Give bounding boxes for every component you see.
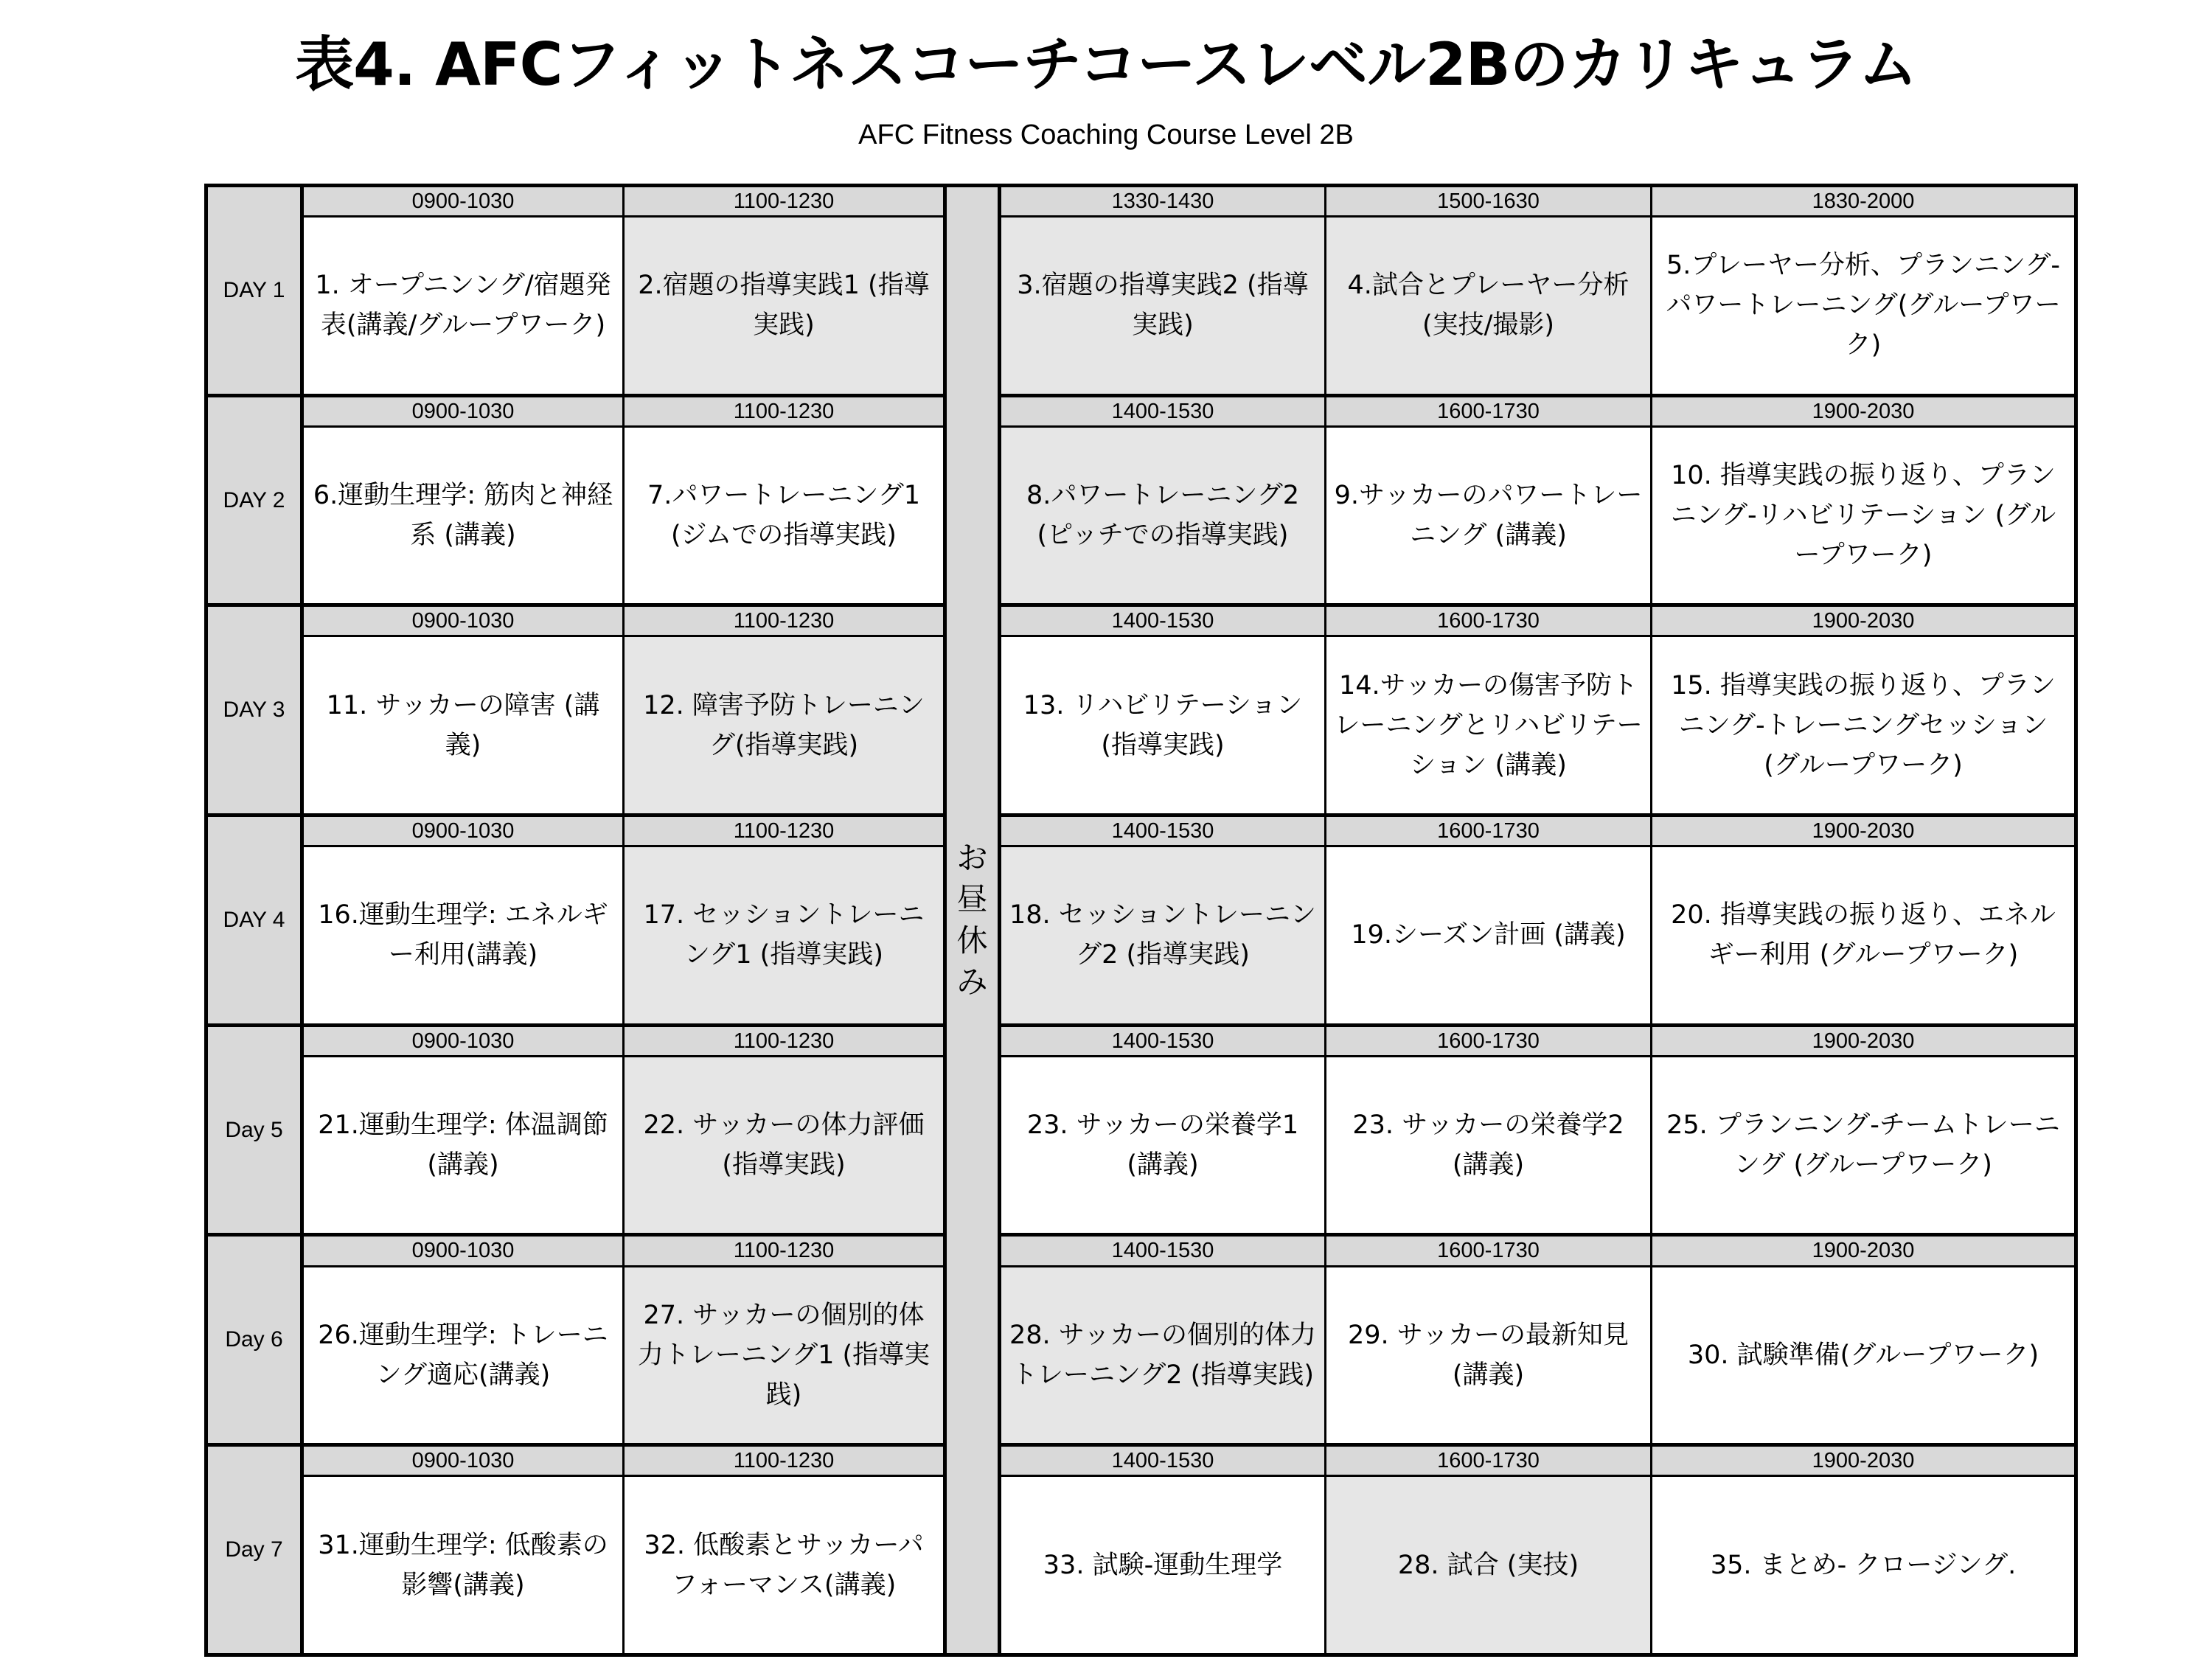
day-time-row xyxy=(206,1235,2076,1266)
session-cell: 30. 試験準備(グループワーク) xyxy=(1652,1266,2076,1445)
day-label: DAY 3 xyxy=(206,605,302,815)
session-cell: 33. 試験-運動生理学 xyxy=(1000,1476,1326,1655)
time-slot-header: 1100-1230 xyxy=(624,605,945,636)
day-label: DAY 4 xyxy=(206,815,302,1026)
session-cell: 6.運動生理学: 筋肉と神経系 (講義) xyxy=(302,426,624,605)
day-session-row xyxy=(206,217,2076,396)
session-cell: 32. 低酸素とサッカーパフォーマンス(講義) xyxy=(624,1476,945,1655)
session-cell: 20. 指導実践の振り返り、エネルギー利用 (グループワーク) xyxy=(1652,846,2076,1026)
time-slot-header: 1900-2030 xyxy=(1652,395,2076,426)
document-subtitle: AFC Fitness Coaching Course Level 2B xyxy=(858,119,1354,150)
time-slot-header: 0900-1030 xyxy=(302,815,624,846)
time-slot-header: 0900-1030 xyxy=(302,1025,624,1056)
time-slot-header: 1100-1230 xyxy=(624,186,945,217)
document-title: 表4. AFCフィットネスコーチコースレベル2Bのカリキュラム xyxy=(295,30,1917,99)
day-session-row xyxy=(206,1266,2076,1445)
session-cell: 35. まとめ- クロージング. xyxy=(1652,1476,2076,1655)
session-cell: 23. サッカーの栄養学1 (講義) xyxy=(1000,1056,1326,1235)
session-cell: 17. セッショントレーニング1 (指導実践) xyxy=(624,846,945,1026)
session-cell: 19.シーズン計画 (講義) xyxy=(1326,846,1652,1026)
time-slot-header: 0900-1030 xyxy=(302,395,624,426)
time-slot-header: 1100-1230 xyxy=(624,1025,945,1056)
session-cell: 1. オープニンング/宿題発表(講義/グループワーク) xyxy=(302,217,624,396)
session-cell: 28. サッカーの個別的体力トレーニング2 (指導実践) xyxy=(1000,1266,1326,1445)
session-cell: 27. サッカーの個別的体力トレーニング1 (指導実践) xyxy=(624,1266,945,1445)
time-slot-header: 1900-2030 xyxy=(1652,1235,2076,1266)
lunch-break-label: お昼休み xyxy=(956,840,988,1000)
time-slot-header: 1900-2030 xyxy=(1652,605,2076,636)
time-slot-header: 1600-1730 xyxy=(1326,815,1652,846)
time-slot-header: 0900-1030 xyxy=(302,186,624,217)
day-session-row xyxy=(206,636,2076,815)
session-cell: 14.サッカーの傷害予防トレーニングとリハビリテーション (講義) xyxy=(1326,636,1652,815)
time-slot-header: 1100-1230 xyxy=(624,1445,945,1476)
session-cell: 21.運動生理学: 体温調節(講義) xyxy=(302,1056,624,1235)
time-slot-header: 1600-1730 xyxy=(1326,1445,1652,1476)
day-label: Day 6 xyxy=(206,1235,302,1445)
day-label: DAY 1 xyxy=(206,186,302,396)
time-slot-header: 1900-2030 xyxy=(1652,1445,2076,1476)
session-cell: 15. 指導実践の振り返り、プランニング-トレーニングセッション (グループワーク) xyxy=(1652,636,2076,815)
time-slot-header: 1600-1730 xyxy=(1326,395,1652,426)
time-slot-header: 1330-1430 xyxy=(1000,186,1326,217)
time-slot-header: 1600-1730 xyxy=(1326,605,1652,636)
session-cell: 18. セッショントレーニング2 (指導実践) xyxy=(1000,846,1326,1026)
time-slot-header: 1400-1530 xyxy=(1000,1445,1326,1476)
day-time-row xyxy=(206,605,2076,636)
time-slot-header: 1400-1530 xyxy=(1000,1235,1326,1266)
time-slot-header: 1400-1530 xyxy=(1000,815,1326,846)
time-slot-header: 1100-1230 xyxy=(624,815,945,846)
day-time-row xyxy=(206,1025,2076,1056)
session-cell: 12. 障害予防トレーニング(指導実践) xyxy=(624,636,945,815)
session-cell: 13. リハビリテーション (指導実践) xyxy=(1000,636,1326,815)
day-time-row xyxy=(206,395,2076,426)
session-cell: 9.サッカーのパワートレーニング (講義) xyxy=(1326,426,1652,605)
session-cell: 25. プランニング-チームトレーニング (グループワーク) xyxy=(1652,1056,2076,1235)
time-slot-header: 1900-2030 xyxy=(1652,815,2076,846)
time-slot-header: 1830-2000 xyxy=(1652,186,2076,217)
day-label: Day 5 xyxy=(206,1025,302,1235)
time-slot-header: 0900-1030 xyxy=(302,605,624,636)
session-cell: 7.パワートレーニング1 (ジムでの指導実践) xyxy=(624,426,945,605)
time-slot-header: 1400-1530 xyxy=(1000,1025,1326,1056)
session-cell: 11. サッカーの障害 (講義) xyxy=(302,636,624,815)
time-slot-header: 1500-1630 xyxy=(1326,186,1652,217)
curriculum-table xyxy=(204,184,2078,1657)
time-slot-header: 0900-1030 xyxy=(302,1235,624,1266)
day-session-row xyxy=(206,1056,2076,1235)
session-cell: 28. 試合 (実技) xyxy=(1326,1476,1652,1655)
session-cell: 23. サッカーの栄養学2 (講義) xyxy=(1326,1056,1652,1235)
time-slot-header: 1100-1230 xyxy=(624,1235,945,1266)
session-cell: 5.プレーヤー分析、プランニング-パワートレーニング(グループワーク) xyxy=(1652,217,2076,396)
time-slot-header: 0900-1030 xyxy=(302,1445,624,1476)
day-label: DAY 2 xyxy=(206,395,302,605)
session-cell: 29. サッカーの最新知見 (講義) xyxy=(1326,1266,1652,1445)
day-time-row xyxy=(206,1445,2076,1476)
time-slot-header: 1600-1730 xyxy=(1326,1025,1652,1056)
session-cell: 22. サッカーの体力評価(指導実践) xyxy=(624,1056,945,1235)
session-cell: 2.宿題の指導実践1 (指導実践) xyxy=(624,217,945,396)
session-cell: 31.運動生理学: 低酸素の影響(講義) xyxy=(302,1476,624,1655)
session-cell: 4.試合とプレーヤー分析(実技/撮影) xyxy=(1326,217,1652,396)
time-slot-header: 1900-2030 xyxy=(1652,1025,2076,1056)
session-cell: 3.宿題の指導実践2 (指導実践) xyxy=(1000,217,1326,396)
day-label: Day 7 xyxy=(206,1445,302,1655)
session-cell: 8.パワートレーニング2 (ピッチでの指導実践) xyxy=(1000,426,1326,605)
day-time-row xyxy=(206,815,2076,846)
session-cell: 16.運動生理学: エネルギー利用(講義) xyxy=(302,846,624,1026)
day-session-row xyxy=(206,846,2076,1026)
time-slot-header: 1100-1230 xyxy=(624,395,945,426)
time-slot-header: 1400-1530 xyxy=(1000,395,1326,426)
lunch-break-column xyxy=(945,186,1000,1655)
time-slot-header: 1600-1730 xyxy=(1326,1235,1652,1266)
day-session-row xyxy=(206,1476,2076,1655)
time-slot-header: 1400-1530 xyxy=(1000,605,1326,636)
session-cell: 26.運動生理学: トレーニング適応(講義) xyxy=(302,1266,624,1445)
day-time-row xyxy=(206,186,2076,217)
session-cell: 10. 指導実践の振り返り、プランニング-リハビリテーション (グループワーク) xyxy=(1652,426,2076,605)
day-session-row xyxy=(206,426,2076,605)
